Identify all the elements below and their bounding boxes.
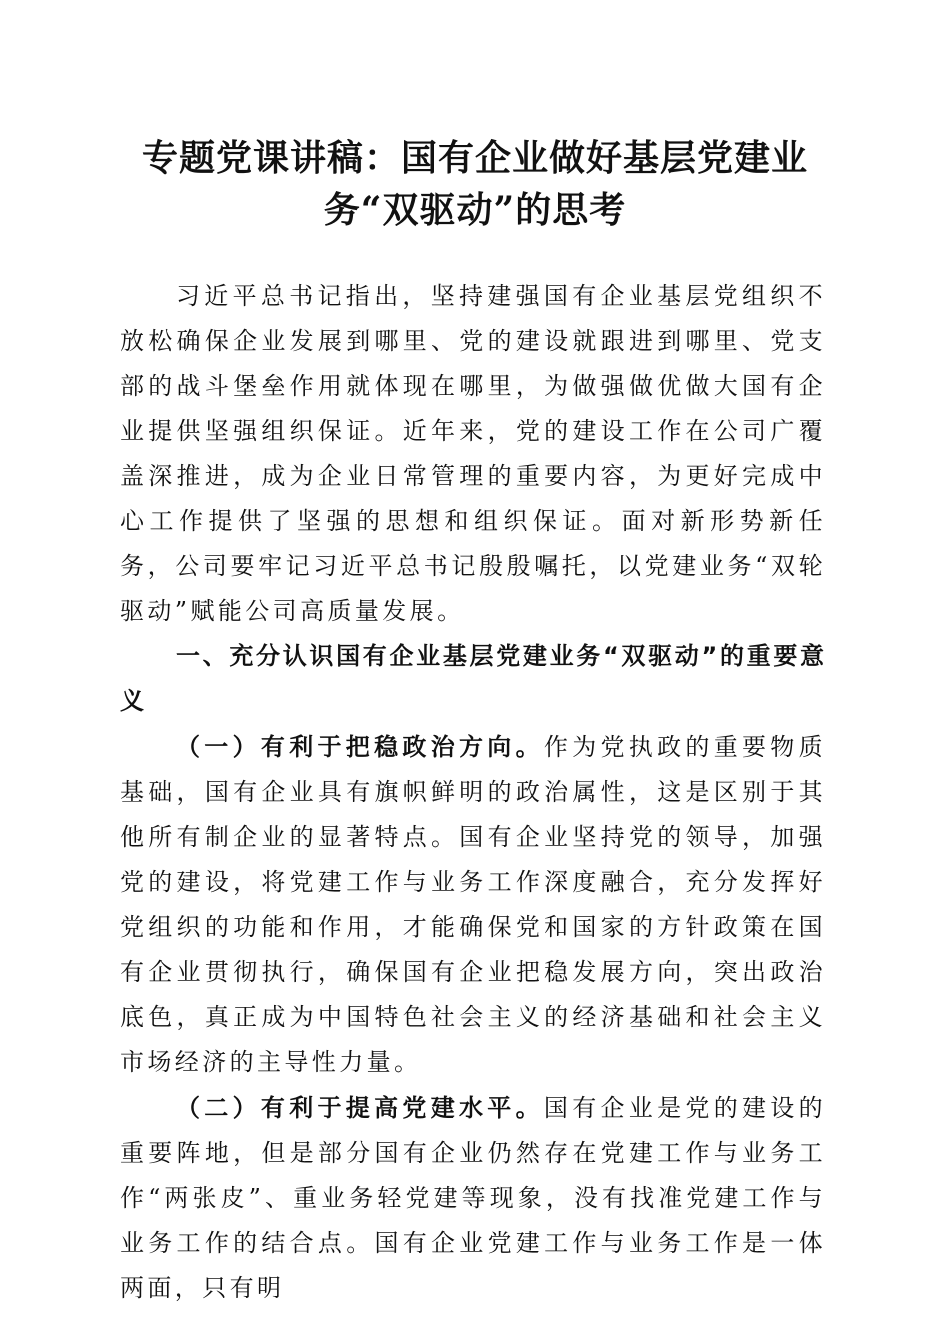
subsection-2-paragraph [120,1085,826,1311]
subsection-2-text: 国有企业是党的建设的重要阵地，但是部分国有企业仍然存在党建工作与业务工作“两张皮”、重业务轻党建等现象，没有找准党建工作与业务工作的结合点。国有企业党建工作与业务工作是一体两面，只有明 [120,1094,827,1302]
title-line-1: 专题党课讲稿：国有企业做好基层党建业 [141,137,808,179]
document-body [120,274,826,1311]
title-line-2: 务“双驱动”的思考 [323,189,627,231]
section-1-heading: 一、充分认识国有企业基层党建业务“双驱动”的重要意义 [120,642,826,715]
subsection-2-lead: （二）有利于提高党建水平。 [176,1093,544,1122]
document-title [120,132,830,236]
subsection-1-paragraph [120,724,826,1085]
intro-paragraph: 习近平总书记指出，坚持建强国有企业基层党组织不放松确保企业发展到哪里、党的建设就跟进到哪里、党支部的战斗堡垒作用就体现在哪里，为做强做优做大国有企业提供坚强组织保证。近年来，党的建设工作在公司广覆盖深推进，成为企业日常管理的重要内容，为更好完成中心工作提供了坚强的思想和组织保证。面对新形势新任务，公司要牢记习近平总书记殷殷嘱托，以党建业务“双轮驱动”赋能公司高质量发展。 [120,282,826,625]
subsection-1-text: 作为党执政的重要物质基础，国有企业具有旗帜鲜明的政治属性，这是区别于其他所有制企业的显著特点。国有企业坚持党的领导，加强党的建设，将党建工作与业务工作深度融合，充分发挥好党组织的功能和作用，才能确保党和国家的方针政策在国有企业贯彻执行，确保国有企业把稳发展方向，突出政治底色，真正成为中国特色社会主义的经济基础和社会主义市场经济的主导性力量。 [120,733,827,1076]
subsection-1-lead: （一）有利于把稳政治方向。 [176,732,544,761]
